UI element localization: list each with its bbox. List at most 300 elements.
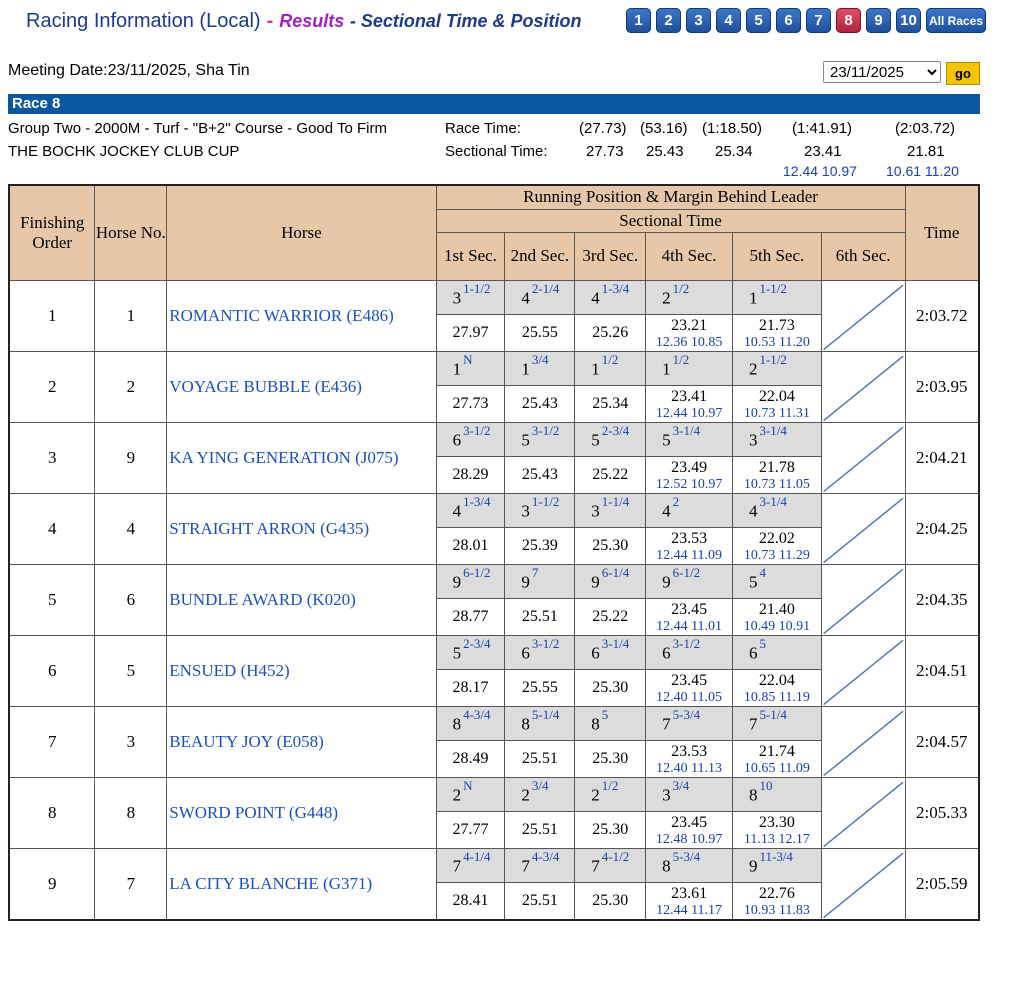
position: 2 <box>452 785 462 805</box>
sectional-time-split <box>646 527 733 564</box>
running-position <box>436 422 505 456</box>
horse-no: 3 <box>95 706 167 777</box>
title-dash: - <box>266 10 274 32</box>
table-row <box>9 351 979 385</box>
meeting-date-select[interactable] <box>823 61 941 83</box>
race-button-7[interactable]: 7 <box>806 8 831 33</box>
running-position <box>732 280 821 314</box>
margin: 1-1/4 <box>601 494 630 510</box>
sectional-time: 25.43 <box>505 456 575 493</box>
horse-no: 6 <box>95 564 167 635</box>
diagonal-line <box>822 352 905 422</box>
sectional-time: 25.39 <box>505 527 575 564</box>
finishing-order: 4 <box>9 493 95 564</box>
header-horse-no: Horse No. <box>95 185 167 280</box>
sec6-empty <box>821 493 905 564</box>
position: 4 <box>521 288 530 308</box>
sectional-time: 23.41 <box>671 387 708 405</box>
position: 9 <box>452 572 462 592</box>
sectional-time: 28.17 <box>436 669 505 706</box>
running-position <box>646 351 733 385</box>
position: 3 <box>452 288 462 308</box>
header-finishing-order: Finishing Order <box>9 185 95 280</box>
margin: 11-3/4 <box>759 849 793 865</box>
sectional-time: 23.21 <box>671 316 708 334</box>
position: 5 <box>662 430 671 450</box>
sectional-time-label: Sectional Time: <box>445 143 548 160</box>
position: 9 <box>591 572 600 592</box>
running-position <box>505 564 575 598</box>
sectional-time: 25.26 <box>575 314 646 351</box>
horse-link[interactable]: ROMANTIC WARRIOR (E486) <box>167 280 436 351</box>
margin: 3-1/2 <box>531 636 560 652</box>
finishing-order: 6 <box>9 635 95 706</box>
position: 9 <box>662 572 671 592</box>
margin: 3/4 <box>672 778 690 794</box>
position: 1 <box>748 288 758 308</box>
margin: 4-1/4 <box>463 849 491 865</box>
horse-link[interactable]: BEAUTY JOY (E058) <box>167 706 436 777</box>
horse-no: 5 <box>95 635 167 706</box>
sub-split: 12.36 10.85 <box>655 334 723 350</box>
margin: 1/2 <box>672 281 690 297</box>
running-position <box>436 564 505 598</box>
sectional-time: 25.55 <box>505 314 575 351</box>
header-sec2: 2nd Sec. <box>505 232 575 280</box>
finish-time: 2:04.35 <box>905 564 979 635</box>
sec6-empty <box>821 635 905 706</box>
race-button-8[interactable]: 8 <box>836 8 861 33</box>
sectional-time: 28.01 <box>436 527 505 564</box>
horse-link[interactable]: SWORD POINT (G448) <box>167 777 436 848</box>
position: 5 <box>521 430 530 450</box>
margin: 1-1/2 <box>759 352 787 368</box>
race-button-9[interactable]: 9 <box>866 8 891 33</box>
margin: 6-1/4 <box>601 565 630 581</box>
header-sec1: 1st Sec. <box>436 232 505 280</box>
margin: 1/2 <box>601 352 619 368</box>
sub-split-4: 12.44 10.97 <box>783 163 857 179</box>
table-row <box>9 635 979 669</box>
sectional-time-split <box>732 882 821 920</box>
running-position <box>732 422 821 456</box>
running-position <box>575 493 646 527</box>
position: 7 <box>591 856 600 876</box>
running-position <box>732 351 821 385</box>
race-time-1: (27.73) <box>579 120 627 137</box>
running-position <box>732 635 821 669</box>
sub-split: 10.93 11.83 <box>743 902 810 918</box>
sub-split: 12.44 11.17 <box>656 902 723 918</box>
finish-time: 2:04.21 <box>905 422 979 493</box>
race-time-label: Race Time: <box>445 120 521 137</box>
sectional-time-split <box>646 385 733 422</box>
sectional-time-split <box>732 385 821 422</box>
running-position <box>505 493 575 527</box>
diagonal-line <box>822 636 905 706</box>
running-position <box>646 706 733 740</box>
position: 5 <box>748 572 758 592</box>
sub-split: 10.49 10.91 <box>743 618 811 634</box>
running-position <box>646 564 733 598</box>
sectional-time: 25.43 <box>505 385 575 422</box>
horse-link[interactable]: ENSUED (H452) <box>167 635 436 706</box>
horse-link[interactable]: BUNDLE AWARD (K020) <box>167 564 436 635</box>
sectional-time-split <box>732 314 821 351</box>
sectional-time: 25.51 <box>505 811 575 848</box>
race-button-2[interactable]: 2 <box>656 8 681 33</box>
running-position <box>436 351 505 385</box>
margin: 5-3/4 <box>672 707 701 723</box>
margin: 1-3/4 <box>463 494 491 510</box>
margin: 3-1/4 <box>672 423 701 439</box>
race-description: Group Two - 2000M - Turf - "B+2" Course - Good To Firm <box>8 120 387 137</box>
all-races-button[interactable]: All Races <box>926 8 986 33</box>
position: 4 <box>748 501 758 521</box>
sectional-time-split <box>732 527 821 564</box>
race-title-bar: Race 8 <box>8 94 980 114</box>
sub-split: 12.40 11.05 <box>656 689 723 705</box>
header-running-position: Running Position & Margin Behind Leader <box>436 185 905 209</box>
margin: 3-1/2 <box>531 423 560 439</box>
sec6-empty <box>821 564 905 635</box>
diagonal-line <box>822 778 905 848</box>
sub-split: 12.48 10.97 <box>655 831 723 847</box>
header-horse: Horse <box>167 185 436 280</box>
sectional-time: 22.76 <box>758 884 795 902</box>
sectional-time: 25.30 <box>575 669 646 706</box>
position: 1 <box>662 359 671 379</box>
margin: 4-3/4 <box>463 707 491 723</box>
position: 2 <box>591 785 600 805</box>
margin: 4 <box>759 565 766 581</box>
horse-link[interactable]: LA CITY BLANCHE (G371) <box>167 848 436 920</box>
sectional-time: 25.34 <box>575 385 646 422</box>
margin: 2-1/4 <box>531 281 560 297</box>
sectional-time-split <box>732 456 821 493</box>
finish-time: 2:03.95 <box>905 351 979 422</box>
finishing-order: 3 <box>9 422 95 493</box>
position: 3 <box>748 430 758 450</box>
running-position <box>732 777 821 811</box>
margin: 5 <box>601 707 609 723</box>
margin: 5-1/4 <box>759 707 787 723</box>
finishing-order: 1 <box>9 280 95 351</box>
finishing-order: 7 <box>9 706 95 777</box>
position: 8 <box>591 714 600 734</box>
table-row <box>9 493 979 527</box>
sec6-empty <box>821 777 905 848</box>
table-row <box>9 848 979 882</box>
sectional-time: 25.51 <box>505 598 575 635</box>
sub-split: 10.53 11.20 <box>743 334 810 350</box>
position: 3 <box>521 501 530 521</box>
margin: 1/2 <box>601 778 619 794</box>
meeting-date-label: Meeting Date:23/11/2025, Sha Tin <box>8 62 250 79</box>
diagonal-line <box>822 281 905 351</box>
sectional-time-split <box>646 811 733 848</box>
sub-split: 12.52 10.97 <box>655 476 723 492</box>
sectional-time: 21.40 <box>758 600 795 618</box>
horse-no: 1 <box>95 280 167 351</box>
section-title: - Sectional Time & Position <box>349 11 582 31</box>
sectional-time: 21.73 <box>758 316 795 334</box>
running-position <box>505 351 575 385</box>
sectional-time-split <box>646 882 733 920</box>
position: 8 <box>662 856 671 876</box>
sectional-time: 23.30 <box>758 813 795 831</box>
table-row <box>9 777 979 811</box>
finishing-order: 9 <box>9 848 95 920</box>
table-row <box>9 280 979 314</box>
margin: 4-3/4 <box>531 849 560 865</box>
finishing-order: 5 <box>9 564 95 635</box>
position: 1 <box>452 359 462 379</box>
position: 6 <box>452 430 462 450</box>
margin: 5-1/4 <box>531 707 560 723</box>
margin: 3-1/2 <box>672 636 701 652</box>
sub-split: 10.73 11.31 <box>743 405 810 421</box>
sub-split: 12.44 11.01 <box>656 618 723 634</box>
position: 3 <box>591 501 600 521</box>
sub-split: 10.65 11.09 <box>743 760 810 776</box>
sectional-time: 25.30 <box>575 882 646 920</box>
margin: 5 <box>759 636 766 652</box>
horse-link[interactable]: STRAIGHT ARRON (G435) <box>167 493 436 564</box>
sectional-time: 23.45 <box>671 671 708 689</box>
running-position <box>732 493 821 527</box>
table-row <box>9 706 979 740</box>
margin: 10 <box>759 778 773 794</box>
sectional-time-split <box>732 811 821 848</box>
diagonal-line <box>822 494 905 564</box>
running-position <box>575 422 646 456</box>
position: 2 <box>521 785 530 805</box>
sectional-time: 27.97 <box>436 314 505 351</box>
horse-link[interactable]: VOYAGE BUBBLE (E436) <box>167 351 436 422</box>
table-row <box>9 564 979 598</box>
horse-no: 8 <box>95 777 167 848</box>
margin: 1-1/2 <box>531 494 560 510</box>
diagonal-line <box>822 707 905 777</box>
position: 7 <box>452 856 462 876</box>
sectional-time: 23.53 <box>671 742 708 760</box>
horse-no: 9 <box>95 422 167 493</box>
running-position <box>575 280 646 314</box>
finish-time: 2:03.72 <box>905 280 979 351</box>
running-position <box>505 280 575 314</box>
sectional-time: 28.77 <box>436 598 505 635</box>
running-position <box>575 848 646 882</box>
running-position <box>646 493 733 527</box>
running-position <box>505 848 575 882</box>
finishing-order: 2 <box>9 351 95 422</box>
sectional-time-4: 23.41 <box>804 143 842 160</box>
sectional-time: 25.55 <box>505 669 575 706</box>
running-position <box>575 351 646 385</box>
sectional-time: 25.51 <box>505 740 575 777</box>
position: 5 <box>452 643 462 663</box>
header-sec6: 6th Sec. <box>821 232 905 280</box>
sectional-time-1: 27.73 <box>586 143 624 160</box>
race-selector <box>626 8 986 33</box>
finish-time: 2:04.25 <box>905 493 979 564</box>
sec6-empty <box>821 848 905 920</box>
finishing-order: 8 <box>9 777 95 848</box>
sectional-time: 27.73 <box>436 385 505 422</box>
sectional-time-split <box>646 598 733 635</box>
finish-time: 2:04.57 <box>905 706 979 777</box>
margin: 1-1/2 <box>759 281 787 297</box>
header-sec3: 3rd Sec. <box>575 232 646 280</box>
race-button-5[interactable]: 5 <box>746 8 771 33</box>
diagonal-line <box>822 423 905 493</box>
running-position <box>436 493 505 527</box>
sub-split: 12.44 11.09 <box>656 547 723 563</box>
margin: 3/4 <box>531 778 549 794</box>
margin: 7 <box>531 565 539 581</box>
race-button-4[interactable]: 4 <box>716 8 741 33</box>
sectional-time-split <box>732 669 821 706</box>
sectional-time: 22.04 <box>758 671 795 689</box>
sectional-time: 25.22 <box>575 598 646 635</box>
sectional-time: 21.78 <box>758 458 795 476</box>
position: 6 <box>662 643 671 663</box>
diagonal-line <box>822 565 905 635</box>
position: 4 <box>662 501 671 521</box>
margin: 1-1/2 <box>463 281 491 297</box>
race-button-6[interactable]: 6 <box>776 8 801 33</box>
sectional-time: 25.51 <box>505 882 575 920</box>
margin: 2-3/4 <box>601 423 630 439</box>
position: 6 <box>521 643 530 663</box>
sectional-time: 23.53 <box>671 529 708 547</box>
position: 3 <box>662 785 671 805</box>
position: 8 <box>748 785 758 805</box>
position: 7 <box>748 714 758 734</box>
race-time-2: (53.16) <box>640 120 688 137</box>
running-position <box>505 777 575 811</box>
position: 6 <box>591 643 600 663</box>
running-position <box>732 564 821 598</box>
running-position <box>646 635 733 669</box>
running-position <box>646 848 733 882</box>
margin: 3-1/4 <box>601 636 630 652</box>
race-button-1[interactable]: 1 <box>626 8 651 33</box>
diagonal-line <box>822 849 905 919</box>
margin: N <box>463 778 473 794</box>
position: 6 <box>748 643 758 663</box>
race-name: THE BOCHK JOCKEY CLUB CUP <box>8 143 240 160</box>
sectional-time-split <box>646 669 733 706</box>
sectional-time-split <box>732 598 821 635</box>
sub-split: 10.73 11.29 <box>743 547 810 563</box>
running-position <box>575 564 646 598</box>
position: 4 <box>452 501 462 521</box>
running-position <box>575 777 646 811</box>
position: 7 <box>662 714 671 734</box>
running-position <box>436 848 505 882</box>
header-sec4: 4th Sec. <box>646 232 733 280</box>
title-text: Racing Information (Local) <box>26 10 261 32</box>
running-position <box>505 706 575 740</box>
running-position <box>505 422 575 456</box>
sectional-time-split <box>732 740 821 777</box>
finish-time: 2:05.59 <box>905 848 979 920</box>
running-position <box>436 777 505 811</box>
sec6-empty <box>821 706 905 777</box>
position: 9 <box>748 856 758 876</box>
sub-split: 10.85 11.19 <box>743 689 810 705</box>
horse-no: 7 <box>95 848 167 920</box>
position: 7 <box>521 856 530 876</box>
sectional-time: 22.02 <box>758 529 795 547</box>
running-position <box>575 635 646 669</box>
go-button[interactable]: go <box>946 62 980 85</box>
margin: 5-3/4 <box>672 849 701 865</box>
running-position <box>732 706 821 740</box>
sectional-time-5: 21.81 <box>907 143 945 160</box>
header-time: Time <box>905 185 979 280</box>
page-title <box>26 10 582 33</box>
running-position <box>732 848 821 882</box>
margin: N <box>463 352 473 368</box>
margin: 6-1/2 <box>463 565 491 581</box>
margin: 3-1/4 <box>759 494 787 510</box>
race-button-10[interactable]: 10 <box>896 8 921 33</box>
margin: 1/2 <box>672 352 690 368</box>
finish-time: 2:04.51 <box>905 635 979 706</box>
race-time-4: (1:41.91) <box>792 120 853 137</box>
position: 8 <box>521 714 530 734</box>
position: 2 <box>662 288 671 308</box>
sec6-empty <box>821 422 905 493</box>
position: 1 <box>521 359 530 379</box>
sectional-time: 28.29 <box>436 456 505 493</box>
results-table <box>8 184 980 921</box>
horse-no: 4 <box>95 493 167 564</box>
horse-link[interactable]: KA YING GENERATION (J075) <box>167 422 436 493</box>
header-sec5: 5th Sec. <box>732 232 821 280</box>
position: 2 <box>748 359 758 379</box>
sectional-time: 28.49 <box>436 740 505 777</box>
sectional-time: 25.22 <box>575 456 646 493</box>
margin: 2 <box>672 494 680 510</box>
race-time-5: (2:03.72) <box>895 120 956 137</box>
sectional-time: 23.45 <box>671 600 708 618</box>
sub-split: 12.44 10.97 <box>655 405 723 421</box>
sec6-empty <box>821 351 905 422</box>
sectional-time-split <box>646 456 733 493</box>
position: 4 <box>591 288 600 308</box>
sub-split: 12.40 11.13 <box>656 760 723 776</box>
sectional-time: 25.30 <box>575 740 646 777</box>
sub-split-5: 10.61 11.20 <box>886 163 959 179</box>
sectional-time: 25.30 <box>575 527 646 564</box>
sectional-time: 25.30 <box>575 811 646 848</box>
margin: 3-1/4 <box>759 423 787 439</box>
running-position <box>646 422 733 456</box>
running-position <box>646 280 733 314</box>
margin: 4-1/2 <box>601 849 630 865</box>
race-time-3: (1:18.50) <box>702 120 763 137</box>
results-link[interactable]: Results <box>279 11 345 31</box>
running-position <box>575 706 646 740</box>
position: 9 <box>521 572 530 592</box>
sectional-time-2: 25.43 <box>646 143 684 160</box>
sectional-time: 21.74 <box>758 742 795 760</box>
race-button-3[interactable]: 3 <box>686 8 711 33</box>
